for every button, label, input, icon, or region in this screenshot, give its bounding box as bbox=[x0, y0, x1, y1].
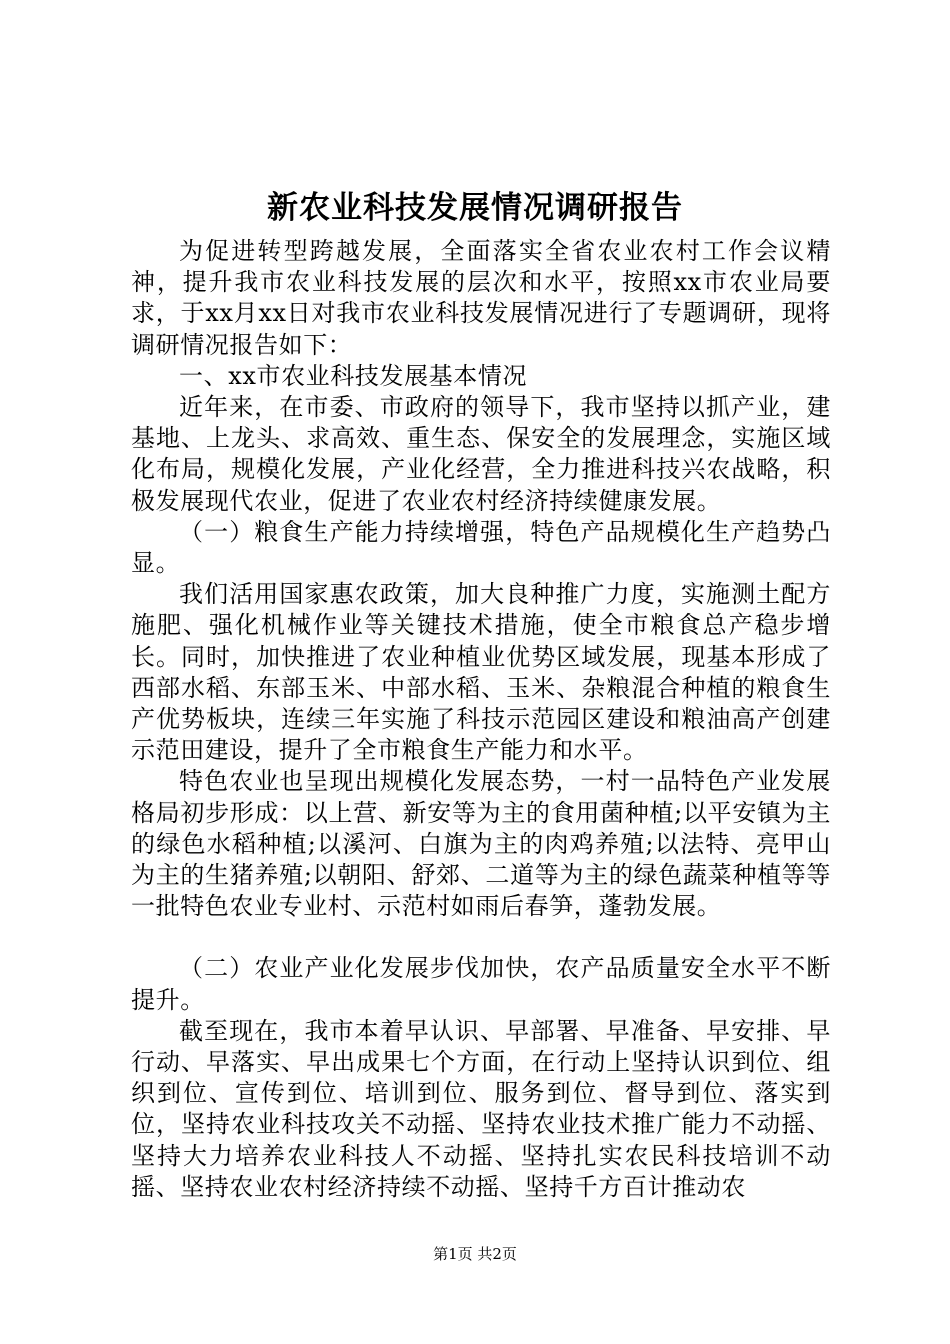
paragraph-specialty-agriculture: 特色农业也呈现出规模化发展态势，一村一品特色产业发展格局初步形成：以上营、新安等为主的食用菌种植;以平安镇为主的绿色水稻种植;以溪河、白旗为主的肉鸡养殖;以法特、亮甲山为主的生猪养殖;以朝阳、舒郊、二道等为主的绿色蔬菜种植等等一批特色农业专业村、示范村如雨后春笋，蓬勃发展。 bbox=[131, 767, 831, 921]
section-heading-1: 一、xx市农业科技发展基本情况 bbox=[179, 361, 528, 390]
document-body bbox=[131, 236, 831, 1203]
paragraph-grain-production: 我们活用国家惠农政策，加大良种推广力度，实施测土配方施肥、强化机械作业等关键技术措施，使全市粮食总产稳步增长。同时，加快推进了农业种植业优势区域发展，现基本形成了西部水稻、东部玉米、中部水稻、玉米、杂粮混合种植的粮食生产优势板块，连续三年实施了科技示范园区建设和粮油高产创建示范田建设，提升了全市粮食生产能力和水平。 bbox=[131, 580, 831, 765]
paragraph-industrialization: 截至现在，我市本着早认识、早部署、早准备、早安排、早行动、早落实、早出成果七个方面，在行动上坚持认识到位、组织到位、宣传到位、培训到位、服务到位、督导到位、落实到位，坚持农业科技攻关不动摇、坚持农业技术推广能力不动摇、坚持大力培养农业科技人不动摇、坚持扎实农民科技培训不动摇、坚持农业农村经济持续不动摇、坚持千方百计推动农 bbox=[131, 1016, 831, 1201]
page-footer: 第1页 共2页 bbox=[433, 1245, 517, 1263]
paragraph-overview: 近年来，在市委、市政府的领导下，我市坚持以抓产业，建基地、上龙头、求高效、重生态、保安全的发展理念，实施区域化布局，规模化发展，产业化经营，全力推进科技兴农战略，积极发展现代农业，促进了农业农村经济持续健康发展。 bbox=[131, 393, 831, 515]
subsection-heading-2: （二）农业产业化发展步伐加快，农产品质量安全水平不断提升。 bbox=[131, 954, 831, 1014]
paragraph-intro: 为促进转型跨越发展，全面落实全省农业农村工作会议精神，提升我市农业科技发展的层次和水平，按照xx市农业局要求，于xx月xx日对我市农业科技发展情况进行了专题调研，现将调研情况报告如下： bbox=[131, 237, 831, 359]
document-title: 新农业科技发展情况调研报告 bbox=[267, 190, 683, 226]
subsection-heading-1: （一）粮食生产能力持续增强，特色产品规模化生产趋势凸显。 bbox=[131, 517, 831, 578]
